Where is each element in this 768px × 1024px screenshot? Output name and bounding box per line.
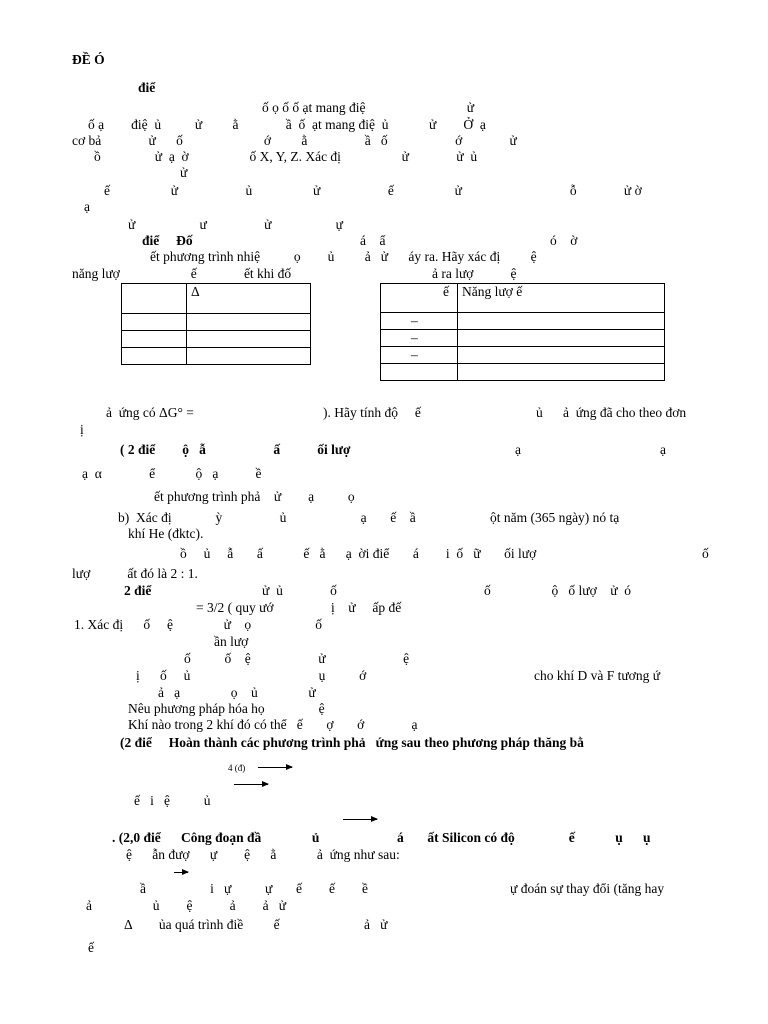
table-cell <box>381 364 458 381</box>
text-line: ầ i ự ự ế ế ề <box>140 881 368 896</box>
bond-energy-table <box>121 283 311 365</box>
text-line: ả ra lượ ệ <box>432 266 517 281</box>
text-line: ử ủ ố <box>262 583 337 598</box>
table-header-cell: ế <box>381 284 458 313</box>
text-line: 1. Xác đị ố ệ ử ọ ố <box>74 617 323 632</box>
section-heading: (2 điể Hoàn thành các phương trình phả ứng sau theo phương pháp thăng bằ <box>120 735 584 750</box>
text-line: năng lượ ế ết khi đố <box>72 266 292 281</box>
table-cell <box>458 330 665 347</box>
text-line: khí He (đktc). <box>128 526 204 541</box>
text-line: ồ ủ ẫ ấ ế ằ ạ ời điể á i ố ữ ối lượ <box>180 546 537 561</box>
text-line: ử ư ử ự <box>128 217 343 232</box>
section-heading: ( 2 điể ộ ẫ ấ ối lượ <box>120 442 351 457</box>
table-header-cell: Δ <box>187 284 311 314</box>
document-title: ĐỀ Ó <box>72 52 105 67</box>
text-line: ả ạ ọ ủ ử <box>158 685 316 700</box>
text-line: ố <box>702 546 709 561</box>
table-cell: – <box>381 313 458 330</box>
reaction-arrow <box>343 819 377 820</box>
table-cell <box>187 314 311 331</box>
text-line: ế ử ủ ử ế ử ỗ ử ờ <box>104 183 642 198</box>
text-line: ế <box>88 940 94 955</box>
reaction-condition: 4 (đ) <box>228 763 246 773</box>
text-line: Nêu phương pháp hóa họ ệ <box>128 701 325 716</box>
table-cell: – <box>381 347 458 364</box>
text-line: ố ọ ố ố ạt mang điệ ử <box>262 100 475 115</box>
text-line: ạ <box>515 442 521 457</box>
table-cell: – <box>381 330 458 347</box>
text-line: ử <box>180 165 188 180</box>
energy-table <box>380 283 665 381</box>
table-cell <box>458 364 665 381</box>
section-heading: . (2,0 điể Công đoạn đầ ủ á ất Silicon có độ ế ụ ụ <box>112 830 651 845</box>
text-line: ết phương trình phả ử ạ ọ <box>154 489 355 504</box>
text-line: ế i ệ ủ <box>134 793 211 808</box>
section-heading: điể Đố <box>142 233 193 248</box>
text-line: ồ ử ạ ờ ố X, Y, Z. Xác đị ử ử ủ <box>94 149 478 164</box>
table-header-cell <box>122 284 187 314</box>
text-line: ự đoán sự thay đổi (tăng hay <box>510 881 665 896</box>
text-line: ả ủ ệ ả ả ử <box>86 898 287 913</box>
text-line: ạ <box>84 199 90 214</box>
section-heading: điể <box>138 80 156 95</box>
table-cell <box>187 348 311 365</box>
text-line: = 3/2 ( quy ướ ị ử ấp đế <box>196 600 402 615</box>
text-line: ố ố ệ ử ệ <box>184 651 410 666</box>
text-line: b) Xác đị ỳ ủ ạ ế ầ ột năm (365 ngày) nó tạ <box>118 510 620 525</box>
text-line: ần lượ <box>214 634 249 649</box>
text-line: ị <box>80 422 84 437</box>
text-line: lượ ất đó là 2 : 1. <box>72 566 198 581</box>
text-line: cơ bả ử ố ớ ằ ầ ố ớ ử <box>72 133 517 148</box>
text-line: ị ố ủ ụ ớ <box>136 668 367 683</box>
table-cell <box>458 313 665 330</box>
text-line: cho khí D và F tương ứ <box>534 668 661 683</box>
text-line: ố ạ điệ ủ ử ằ ầ ố ạt mang điệ ủ ử Ở ạ <box>88 117 486 132</box>
table-header-cell: Năng lượ ế <box>458 284 665 313</box>
text-line: ệ ẫn đượ ự ệ ằ ả ứng như sau: <box>126 847 400 862</box>
text-line: ố ộ ố lượ ử ó <box>484 583 632 598</box>
table-cell <box>187 331 311 348</box>
text-line: Khí nào trong 2 khí đó có thể ế ợ ớ ạ <box>128 717 418 732</box>
table-cell <box>122 331 187 348</box>
table-cell <box>458 347 665 364</box>
text-line: á ẩ <box>360 233 386 248</box>
reaction-arrow <box>234 784 268 785</box>
section-heading: 2 điể <box>124 583 152 598</box>
table-cell <box>122 314 187 331</box>
text-line: ó ờ <box>550 233 578 248</box>
text-line: ạ <box>660 442 666 457</box>
table-cell <box>122 348 187 365</box>
reaction-arrow <box>174 872 188 873</box>
text-line: ). Hãy tính độ ế <box>323 405 421 420</box>
text-line: ả ứng có ΔG° = <box>106 405 194 420</box>
text-line: ết phương trình nhiệ ọ ủ ả ử áy ra. Hãy xác đị ệ <box>150 249 537 264</box>
text-line: Δ ủa quá trình điề ế ả ử <box>124 917 388 932</box>
text-line: ủ ả ứng đã cho theo đơn <box>536 405 687 420</box>
text-line: ạ α ể ộ ạ ề <box>82 466 262 481</box>
reaction-arrow <box>258 767 292 768</box>
